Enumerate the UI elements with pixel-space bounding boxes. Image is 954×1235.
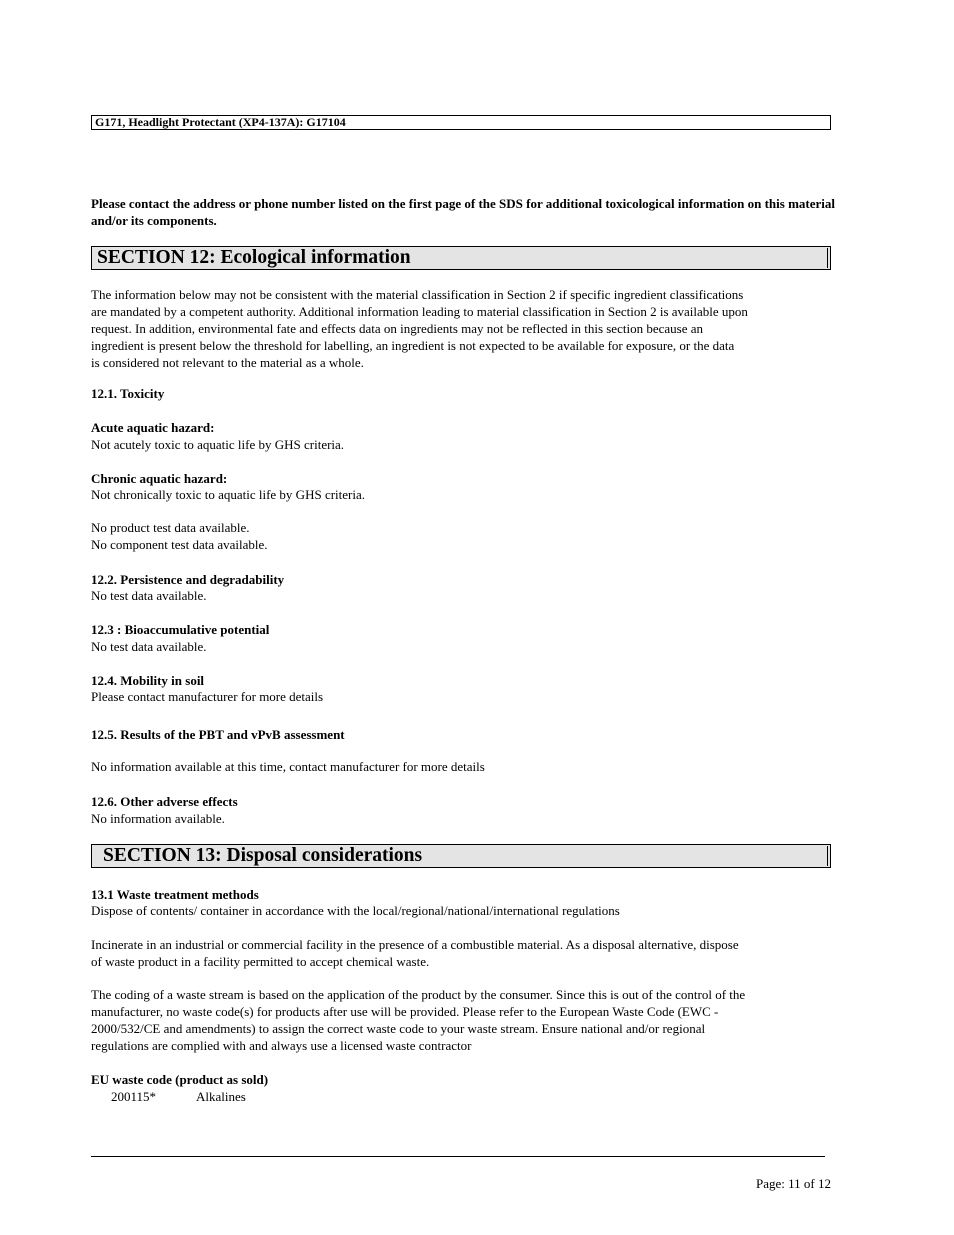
acute-hazard-heading: Acute aquatic hazard: bbox=[91, 420, 215, 435]
waste-coding-paragraph: The coding of a waste stream is based on the application of the product by the consumer. Since this is out of the control of the manufacturer, no waste code(s) for products after use will be provided. Please refer to the European Waste Code (EWC - 2000/532/CE and amendments) to assign the correct waste code to your waste stream. Ensure national and/or regional regulations are complied with and always use a licensed waste contractor bbox=[91, 987, 746, 1053]
waste-treatment-heading: 13.1 Waste treatment methods bbox=[91, 887, 259, 902]
eu-waste-code-row bbox=[111, 1088, 246, 1105]
chronic-hazard-text: Not chronically toxic to aquatic life by GHS criteria. bbox=[91, 487, 365, 502]
section-12-title: SECTION 12: Ecological information bbox=[91, 246, 831, 270]
persistence-heading: 12.2. Persistence and degradability bbox=[91, 572, 285, 587]
other-effects-heading: 12.6. Other adverse effects bbox=[91, 794, 238, 809]
eu-waste-code-description: Alkalines bbox=[196, 1089, 246, 1104]
eu-waste-code: 200115* bbox=[111, 1089, 157, 1104]
chronic-hazard-heading: Chronic aquatic hazard: bbox=[91, 471, 228, 486]
mobility-heading: 12.4. Mobility in soil bbox=[91, 673, 205, 688]
eu-waste-code-heading: EU waste code (product as sold) bbox=[91, 1072, 269, 1087]
waste-treatment-text: Dispose of contents/ container in accordance with the local/regional/national/international regulations bbox=[91, 903, 620, 918]
no-product-data: No product test data available. bbox=[91, 520, 250, 535]
bioaccumulative-text: No test data available. bbox=[91, 639, 207, 654]
document-header: G171, Headlight Protectant (XP4-137A): G17104 bbox=[91, 115, 831, 130]
bioaccumulative-heading: 12.3 : Bioaccumulative potential bbox=[91, 622, 270, 637]
incinerate-paragraph: Incinerate in an industrial or commercial facility in the presence of a combustible material. As a disposal alternative, dispose of waste product in a facility permitted to accept chemical waste. bbox=[91, 937, 739, 969]
pbt-heading: 12.5. Results of the PBT and vPvB assessment bbox=[91, 727, 345, 742]
page-number: Page: 11 of 12 bbox=[756, 1176, 831, 1191]
no-component-data: No component test data available. bbox=[91, 537, 268, 552]
footer-divider bbox=[91, 1156, 825, 1157]
acute-hazard-text: Not acutely toxic to aquatic life by GHS criteria. bbox=[91, 437, 345, 452]
section-12-intro: The information below may not be consistent with the material classification in Section 2 if specific ingredient classifications are mandated by a competent authority. Additional information leading to material classification in Section 2 is available upon request. In addition, environmental fate and effects data on ingredients may not be reflected in this section because an ingredient is present below the threshold for labelling, an ingredient is not expected to be available for exposure, or the data is considered not relevant to the material as a whole. bbox=[91, 287, 748, 370]
toxicology-contact-note: Please contact the address or phone number listed on the first page of the SDS for additional toxicological information on this material and/or its components. bbox=[91, 196, 835, 228]
other-effects-text: No information available. bbox=[91, 811, 225, 826]
toxicity-heading: 12.1. Toxicity bbox=[91, 386, 165, 401]
pbt-text: No information available at this time, contact manufacturer for more details bbox=[91, 759, 485, 774]
section-13-title: SECTION 13: Disposal considerations bbox=[91, 844, 831, 868]
persistence-text: No test data available. bbox=[91, 588, 207, 603]
mobility-text: Please contact manufacturer for more details bbox=[91, 689, 324, 704]
